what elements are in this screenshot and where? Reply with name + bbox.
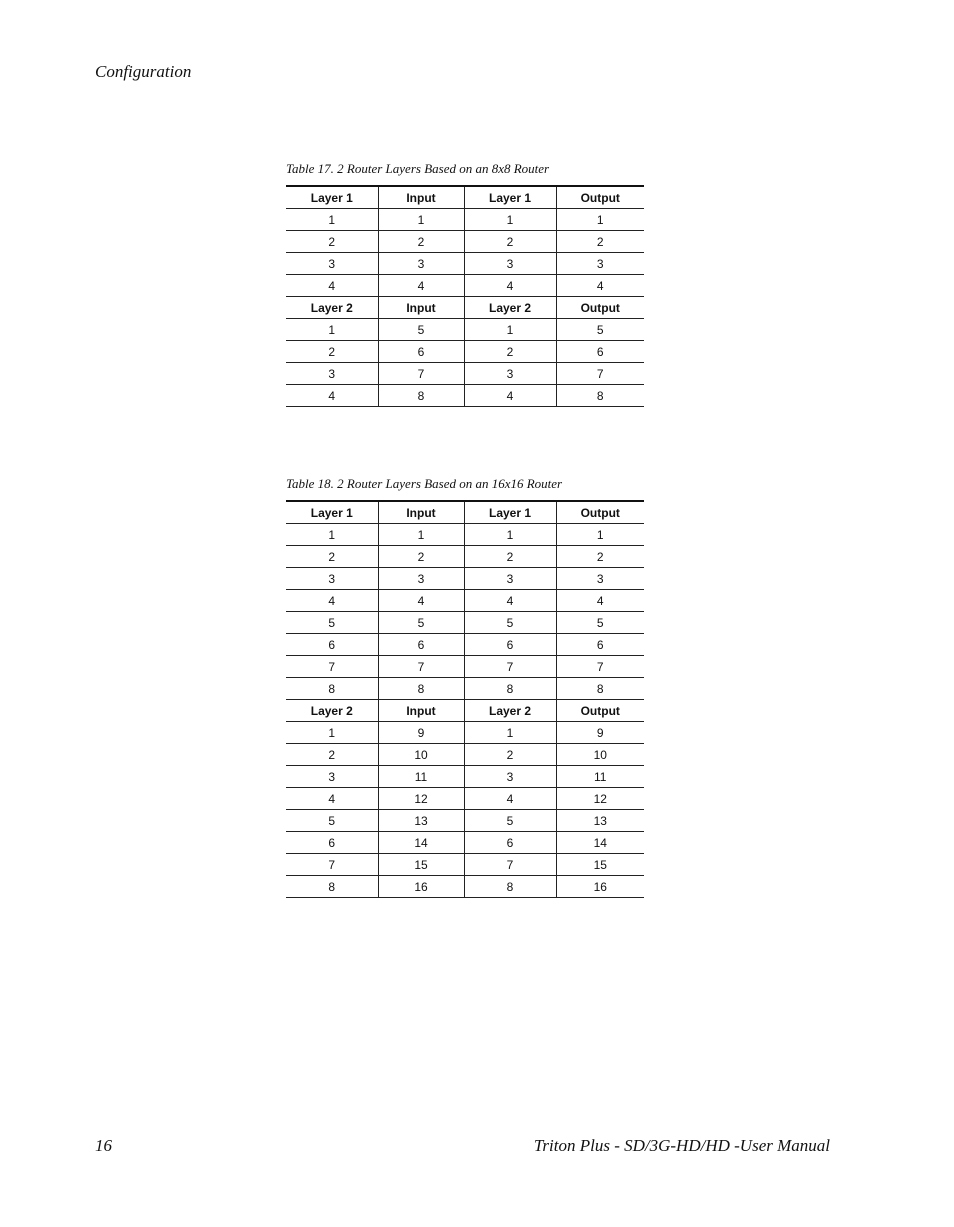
table-cell: 3 — [556, 253, 644, 275]
column-header-cell: Layer 2 — [464, 700, 556, 722]
table-cell: 9 — [556, 722, 644, 744]
table-cell: 1 — [378, 209, 464, 231]
table-row — [286, 363, 644, 385]
table-row — [286, 590, 644, 612]
column-header-cell: Layer 1 — [286, 186, 378, 209]
table-header-row — [286, 700, 644, 722]
table-cell: 15 — [378, 854, 464, 876]
column-header-cell: Layer 2 — [286, 297, 378, 319]
table-cell: 1 — [464, 209, 556, 231]
column-header-cell: Layer 1 — [464, 501, 556, 524]
table-cell: 3 — [464, 253, 556, 275]
table-cell: 7 — [286, 656, 378, 678]
table-cell: 2 — [556, 231, 644, 253]
column-header-cell: Input — [378, 297, 464, 319]
column-header-cell: Output — [556, 186, 644, 209]
table-cell: 7 — [378, 656, 464, 678]
table-cell: 1 — [464, 524, 556, 546]
table-cell: 1 — [286, 524, 378, 546]
table-cell: 5 — [464, 810, 556, 832]
table-cell: 1 — [286, 319, 378, 341]
table-cell: 3 — [378, 568, 464, 590]
table-cell: 3 — [378, 253, 464, 275]
table-cell: 16 — [378, 876, 464, 898]
table-cell: 16 — [556, 876, 644, 898]
table-row — [286, 524, 644, 546]
table-cell: 4 — [556, 590, 644, 612]
table-cell: 8 — [378, 678, 464, 700]
table-cell: 6 — [464, 634, 556, 656]
table-cell: 6 — [464, 832, 556, 854]
table-cell: 8 — [464, 876, 556, 898]
page-number: 16 — [95, 1136, 112, 1155]
table-cell: 10 — [378, 744, 464, 766]
column-header-cell: Output — [556, 700, 644, 722]
table-cell: 4 — [556, 275, 644, 297]
table-cell: 6 — [286, 832, 378, 854]
column-header-cell: Layer 1 — [286, 501, 378, 524]
table-cell: 8 — [378, 385, 464, 407]
table-cell: 7 — [464, 854, 556, 876]
table-cell: 6 — [378, 341, 464, 363]
table-row — [286, 656, 644, 678]
table-cell: 8 — [556, 385, 644, 407]
table-18-caption: Table 18. 2 Router Layers Based on an 16x16 Router — [286, 476, 563, 491]
table-cell: 2 — [378, 231, 464, 253]
table-cell: 2 — [464, 341, 556, 363]
table-cell: 11 — [378, 766, 464, 788]
table-cell: 5 — [464, 612, 556, 634]
table-cell: 2 — [464, 231, 556, 253]
table-cell: 6 — [378, 634, 464, 656]
table-cell: 2 — [464, 546, 556, 568]
table-header-row — [286, 297, 644, 319]
table-cell: 1 — [378, 524, 464, 546]
table-row — [286, 341, 644, 363]
table-row — [286, 209, 644, 231]
table-row — [286, 319, 644, 341]
table-cell: 5 — [286, 810, 378, 832]
table-row — [286, 612, 644, 634]
table-cell: 4 — [464, 275, 556, 297]
table-row — [286, 788, 644, 810]
table-cell: 2 — [556, 546, 644, 568]
table-cell: 10 — [556, 744, 644, 766]
table-cell: 4 — [286, 385, 378, 407]
table-cell: 3 — [464, 363, 556, 385]
table-cell: 5 — [556, 612, 644, 634]
table-row — [286, 722, 644, 744]
table-cell: 3 — [286, 568, 378, 590]
column-header-cell: Layer 1 — [464, 186, 556, 209]
running-header: Configuration — [95, 62, 192, 81]
table-cell: 1 — [286, 209, 378, 231]
column-header-cell: Layer 2 — [464, 297, 556, 319]
table-row — [286, 231, 644, 253]
table-cell: 2 — [286, 546, 378, 568]
table-row — [286, 744, 644, 766]
column-header-cell: Input — [378, 501, 464, 524]
table-cell: 8 — [464, 678, 556, 700]
table-cell: 13 — [556, 810, 644, 832]
column-header-cell: Input — [378, 186, 464, 209]
table-cell: 4 — [286, 275, 378, 297]
table-cell: 1 — [464, 722, 556, 744]
table-cell: 3 — [464, 568, 556, 590]
table-row — [286, 766, 644, 788]
document-title: Triton Plus - SD/3G-HD/HD -User Manual — [533, 1136, 830, 1155]
table-cell: 6 — [286, 634, 378, 656]
table-row — [286, 678, 644, 700]
table-cell: 1 — [556, 524, 644, 546]
table-cell: 14 — [378, 832, 464, 854]
table-cell: 4 — [464, 590, 556, 612]
column-header-cell: Input — [378, 700, 464, 722]
table-row — [286, 810, 644, 832]
table-cell: 7 — [556, 363, 644, 385]
table-cell: 3 — [556, 568, 644, 590]
table-cell: 8 — [286, 678, 378, 700]
column-header-cell: Layer 2 — [286, 700, 378, 722]
table-header-row — [286, 501, 644, 524]
table-row — [286, 634, 644, 656]
table-cell: 3 — [286, 766, 378, 788]
table-17-caption: Table 17. 2 Router Layers Based on an 8x8 Router — [286, 161, 550, 176]
table-header-row — [286, 186, 644, 209]
table-cell: 4 — [464, 385, 556, 407]
table-cell: 4 — [378, 275, 464, 297]
table-cell: 1 — [286, 722, 378, 744]
table-cell: 2 — [378, 546, 464, 568]
table-cell: 8 — [286, 876, 378, 898]
table-cell: 4 — [286, 590, 378, 612]
table-row — [286, 385, 644, 407]
table-cell: 5 — [378, 319, 464, 341]
table-cell: 7 — [464, 656, 556, 678]
table-cell: 7 — [286, 854, 378, 876]
table-18 — [286, 500, 644, 898]
table-row — [286, 275, 644, 297]
table-cell: 6 — [556, 341, 644, 363]
table-cell: 1 — [464, 319, 556, 341]
table-cell: 5 — [378, 612, 464, 634]
table-cell: 3 — [286, 363, 378, 385]
table-cell: 1 — [556, 209, 644, 231]
table-cell: 4 — [464, 788, 556, 810]
table-cell: 5 — [286, 612, 378, 634]
table-17 — [286, 185, 644, 407]
table-row — [286, 876, 644, 898]
table-cell: 2 — [286, 744, 378, 766]
table-row — [286, 568, 644, 590]
table-cell: 3 — [464, 766, 556, 788]
table-cell: 3 — [286, 253, 378, 275]
table-cell: 12 — [378, 788, 464, 810]
column-header-cell: Output — [556, 297, 644, 319]
table-row — [286, 253, 644, 275]
table-cell: 9 — [378, 722, 464, 744]
table-row — [286, 546, 644, 568]
table-row — [286, 832, 644, 854]
table-cell: 13 — [378, 810, 464, 832]
table-cell: 7 — [378, 363, 464, 385]
table-cell: 8 — [556, 678, 644, 700]
table-cell: 7 — [556, 656, 644, 678]
table-cell: 4 — [378, 590, 464, 612]
table-cell: 5 — [556, 319, 644, 341]
table-cell: 12 — [556, 788, 644, 810]
table-cell: 6 — [556, 634, 644, 656]
table-cell: 11 — [556, 766, 644, 788]
table-row — [286, 854, 644, 876]
table-cell: 15 — [556, 854, 644, 876]
table-cell: 2 — [464, 744, 556, 766]
table-cell: 14 — [556, 832, 644, 854]
table-cell: 2 — [286, 341, 378, 363]
table-cell: 2 — [286, 231, 378, 253]
column-header-cell: Output — [556, 501, 644, 524]
table-cell: 4 — [286, 788, 378, 810]
